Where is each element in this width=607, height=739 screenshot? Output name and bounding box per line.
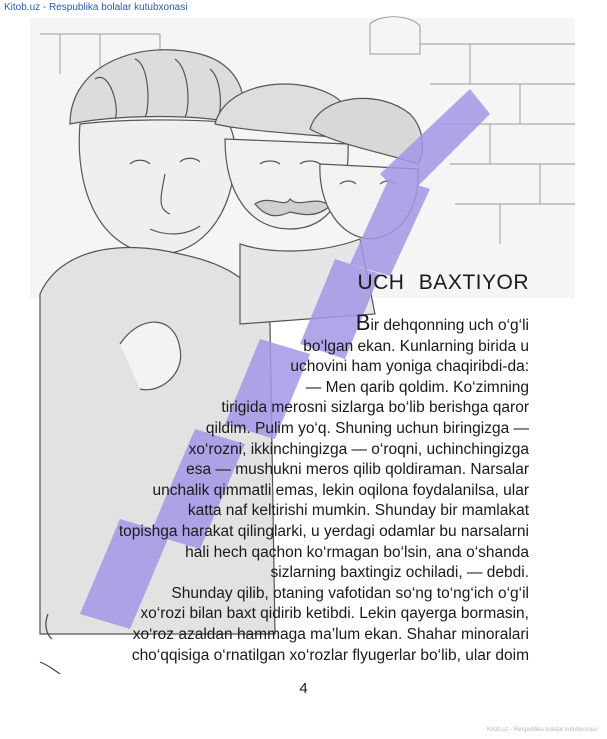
story-line-12: hali hech qachon ko‘rmagan bo‘lsin, ana o‘shanda <box>185 543 529 561</box>
story-line-9: unchalik qimmatli emas, lekin oqilona foydalanilsa, ular <box>152 481 529 499</box>
story-dropcap: B <box>355 310 371 335</box>
story-line-11: topishga harakat qilinglarki, u yerdagi odamlar bu narsalarni <box>118 522 529 540</box>
story-line-8: esa — mushukni meros qilib qoldiraman. Narsalar <box>186 461 529 479</box>
story-line-16: xo‘roz azaldan hammaga ma’lum ekan. Shahar minoralari <box>132 625 529 643</box>
story-line-7: xo‘rozni, ikkinchingizga — o‘roqni, uchinchingizga <box>188 440 529 458</box>
footer-note: Kitob.uz - Respublika bolalar kutubxonasi <box>486 727 597 733</box>
story-body <box>69 310 529 666</box>
header-source-link[interactable]: Kitob.uz - Respublika bolalar kutubxonasi <box>4 2 188 13</box>
story-line-13: sizlarning baxtingiz ochiladi, — debdi. <box>270 564 529 582</box>
story-line-14: Shunday qilib, otaning vafotidan so‘ng to‘ng‘ich o‘g‘il <box>171 584 529 602</box>
story-line-5: tirigida merosni sizlarga bo‘lib berishga qaror <box>221 399 529 417</box>
story-line-17: cho‘qqisiga o‘rnatilgan xo‘rozlar flyugerlar bo‘lib, ular doim <box>131 646 529 664</box>
story-line-4: — Men qarib qoldim. Ko‘zimning <box>305 378 529 396</box>
story-line-2: bo‘lgan ekan. Kunlarning birida u <box>303 337 529 355</box>
page-number: 4 <box>299 680 308 697</box>
story-title: UCH BAXTIYOR <box>357 271 529 294</box>
story-line-3: uchovini ham yoniga chaqiribdi-da: <box>290 358 529 376</box>
story-line-6: qildim. Pulim yo‘q. Shuning uchun biringizga — <box>205 419 529 437</box>
story-line-1: Bir dehqonning uch o‘g‘li <box>355 310 529 335</box>
story-line-15: xo‘rozi bilan baxt qidirib ketibdi. Lekin qayerga bormasin, <box>140 605 529 623</box>
story-line-10: katta naf keltirishi mumkin. Shunday bir mamlakat <box>187 502 529 520</box>
